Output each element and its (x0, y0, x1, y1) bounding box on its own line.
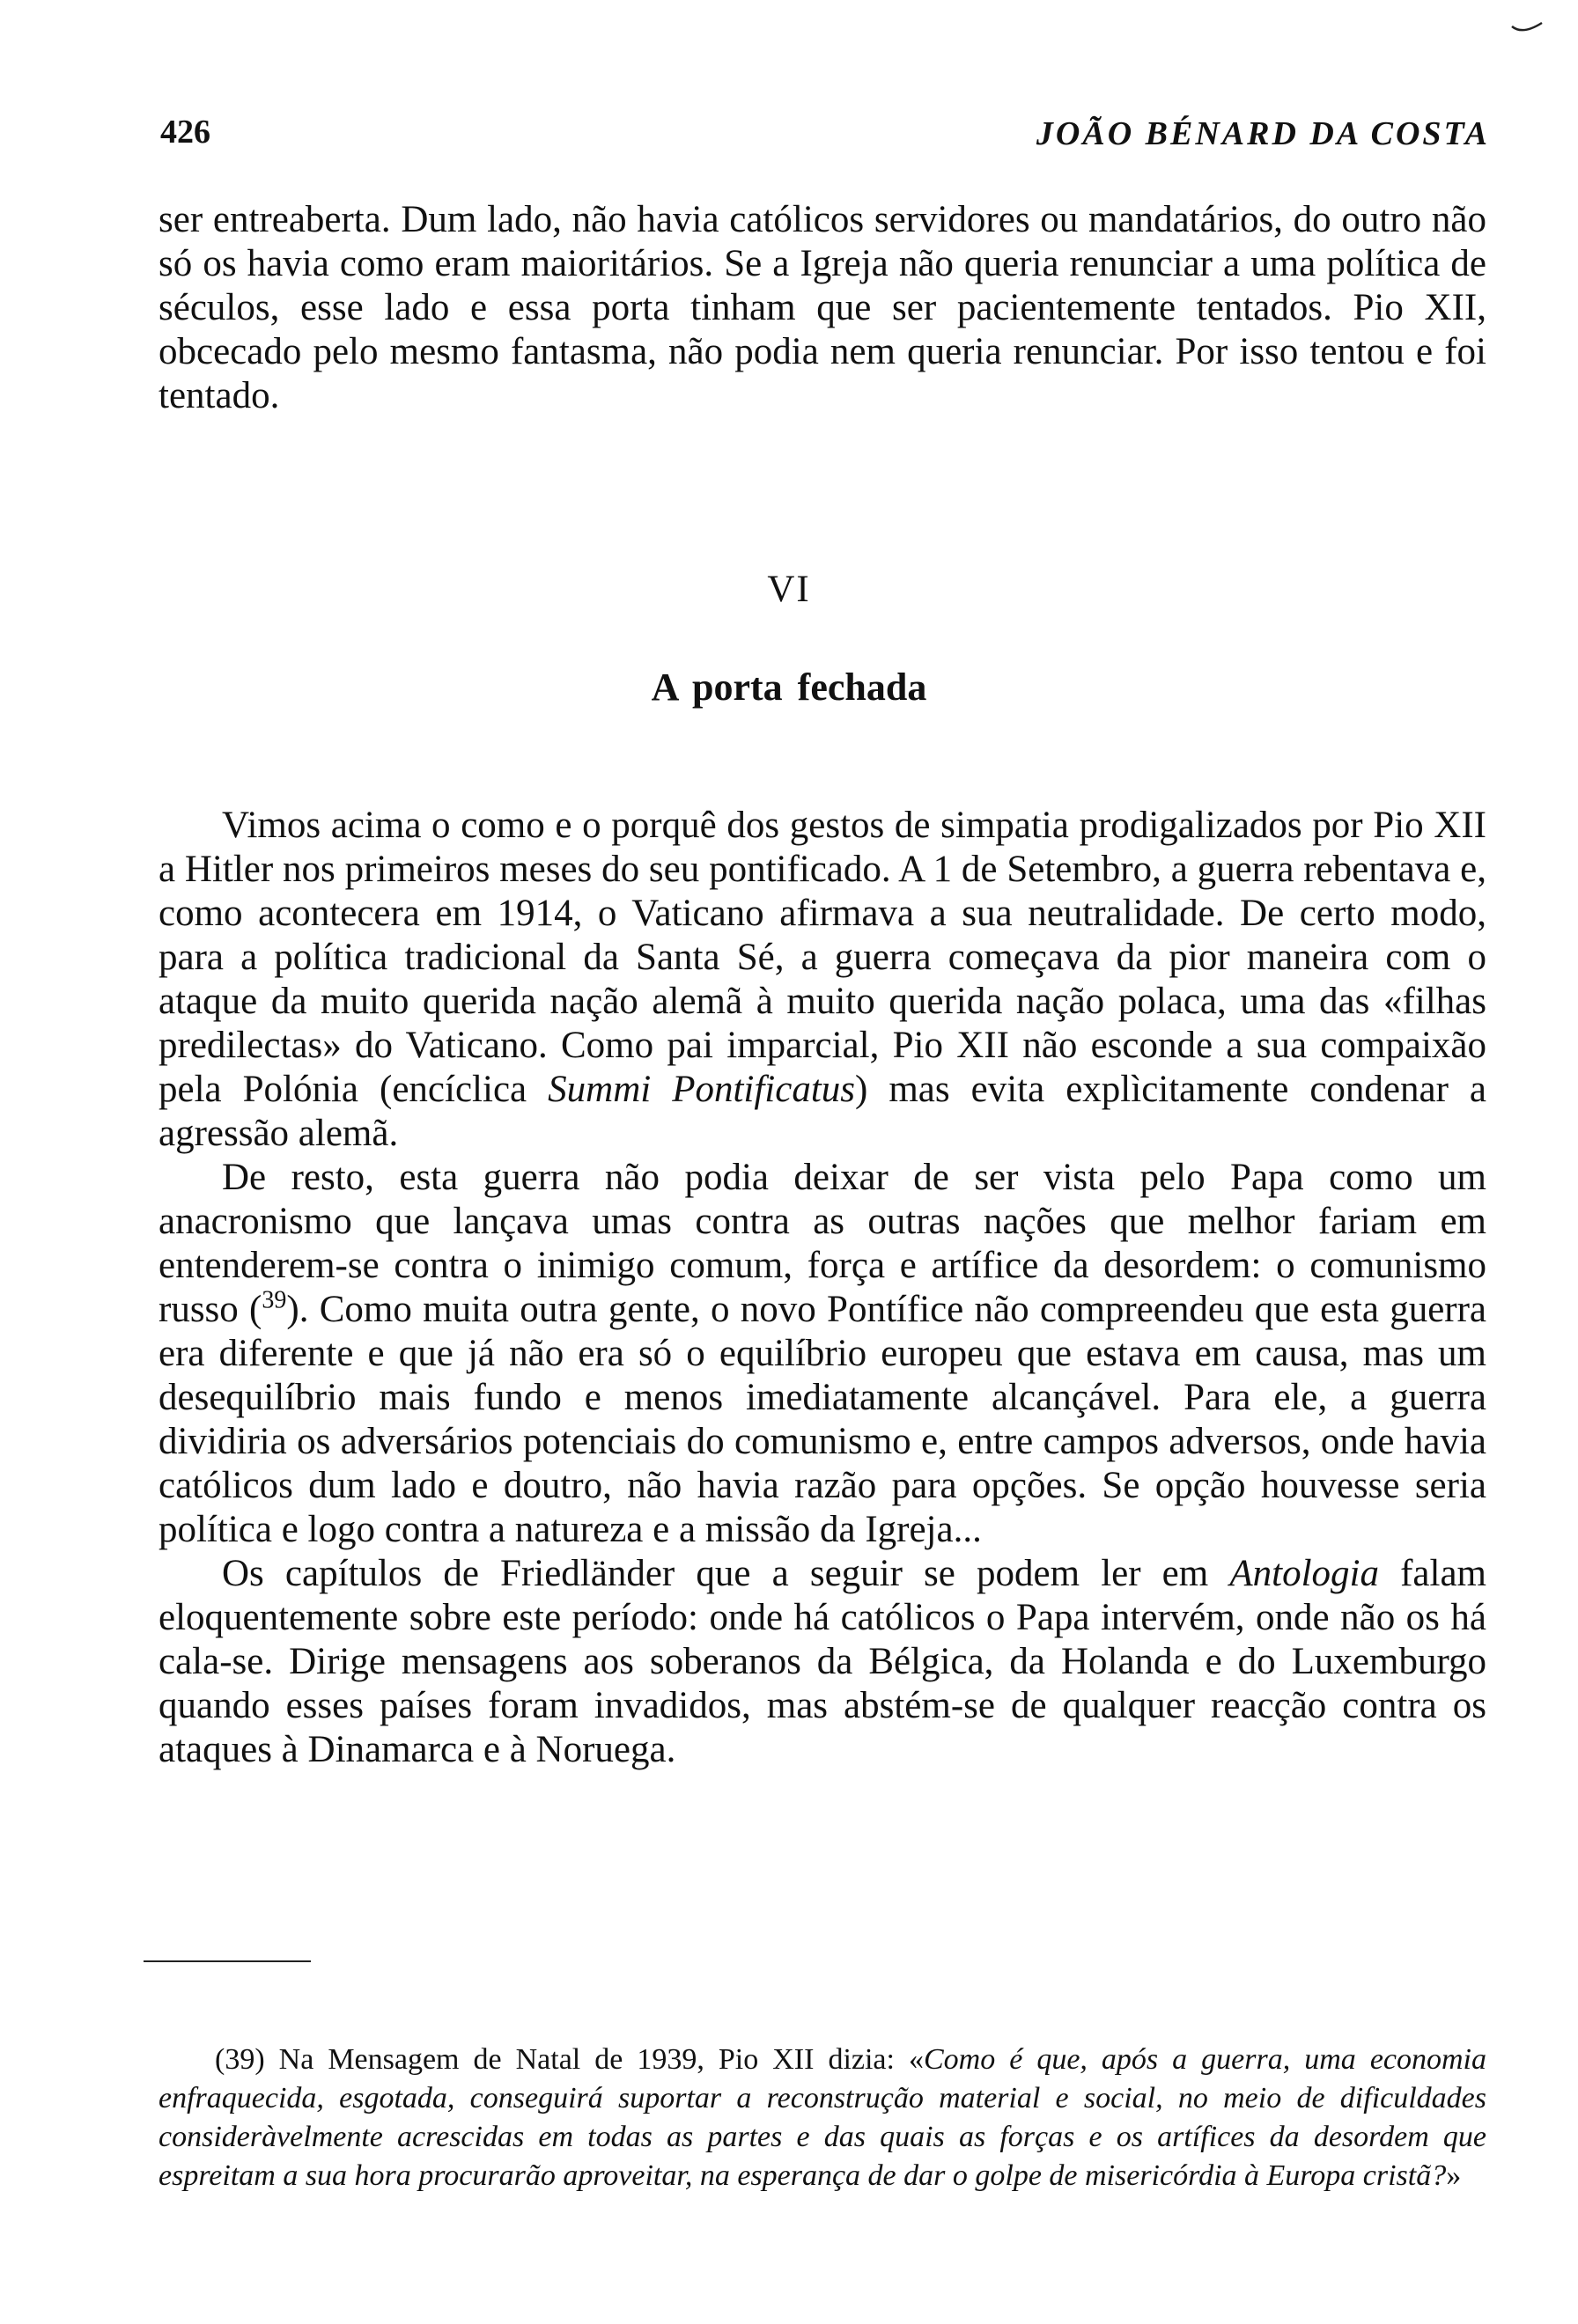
running-head: JOÃO BÉNARD DA COSTA (1036, 115, 1490, 152)
paragraph-3-text-b: falam eloquentemente sobre este período: onde há católicos o Papa intervém, onde não os há cala-se. Dirige mensagens aos soberanos da Bélgica, da Holanda e do Luxemburgo quando esses países foram invadidos, mas abstém-se de qualquer reacção contra os ataques à Dinamarca e à Noruega. (159, 1553, 1486, 1770)
footnote-close: » (1446, 2159, 1462, 2192)
intro-paragraph-block (159, 198, 1486, 418)
page-number: 426 (160, 114, 210, 151)
pen-mark-icon (1510, 19, 1545, 37)
section-title: A porta fechada (651, 666, 927, 709)
paragraph-1-text-b: ) mas evita explìcitamente condenar a agressão alemã. (159, 1069, 1487, 1154)
paragraph-3-italic: Antologia (1229, 1553, 1379, 1594)
footnote-reference: 39 (262, 1286, 287, 1314)
paragraph-2 (159, 1156, 1486, 1552)
footnote-divider (144, 1960, 311, 1962)
paragraph-3 (159, 1552, 1486, 1772)
footnote-marker: (39) (215, 2043, 265, 2076)
paragraph-2-text-b: ). Como muita outra gente, o novo Pontífice não compreendeu que esta guerra era diferente e que já não era só o equilíbrio europeu que estava em causa, mas um desequilíbrio mais fundo e menos imediatamente alcançável. Para ele, a guerra dividiria os adversários potenciais do comunismo e, entre campos adversos, onde havia católicos dum lado e doutro, não havia razão para opções. Se opção houvesse seria política e logo contra a natureza e a missão da Igreja... (159, 1289, 1487, 1550)
paragraph-1 (159, 804, 1486, 1156)
section-number: VI (767, 569, 811, 610)
intro-paragraph: ser entreaberta. Dum lado, não havia católicos servidores ou mandatários, do outro não só os havia como eram maioritários. Se a Igreja não queria renunciar a uma política de séculos, esse lado e essa porta tinham que ser pacientemente tentados. Pio XII, obcecado pelo mesmo fantasma, não podia nem queria renunciar. Por isso tentou e foi tentado. (159, 199, 1486, 416)
paragraph-1-text-a: Vimos acima o como e o porquê dos gestos de simpatia prodigalizados por Pio XII a Hitler nos primeiros meses do seu pontificado. A 1 de Setembro, a guerra rebentava e, como acontecera em 1914, o Vaticano afirmava a sua neutralidade. De certo modo, para a política tradicional da Santa Sé, a guerra começava da pior maneira com o ataque da muito querida nação alemã à muito querida nação polaca, uma das «filhas predilectas» do Vaticano. Como pai imparcial, Pio XII não esconde a sua compaixão pela Polónia (encíclica (159, 805, 1486, 1110)
footnote (159, 2041, 1486, 2195)
footnote-quote: Como é que, após a guerra, uma economia enfraquecida, esgotada, conseguirá suportar a reconstrução material e social, no meio de dificuldades consideràvelmente acrescidas em todas as partes e das quais as forças e os artífices da desordem que espreitam a sua hora procurarão aproveitar, na esperança de dar o golpe de misericórdia à Europa cristã? (159, 2043, 1486, 2192)
paragraph-3-text-a: Os capítulos de Friedländer que a seguir se podem ler em (222, 1553, 1230, 1594)
main-text-block (159, 804, 1486, 1772)
paragraph-2-text-a: De resto, esta guerra não podia deixar de ser vista pelo Papa como um anacronismo que lançava umas contra as outras nações que melhor fariam em entenderem-se contra o inimigo comum, força e artífice da desordem: o comunismo russo ( (159, 1157, 1486, 1330)
paragraph-1-italic: Summi Pontificatus (548, 1069, 856, 1110)
footnote-lead: Na Mensagem de Natal de 1939, Pio XII dizia: « (264, 2043, 924, 2076)
page-header (160, 113, 1490, 165)
